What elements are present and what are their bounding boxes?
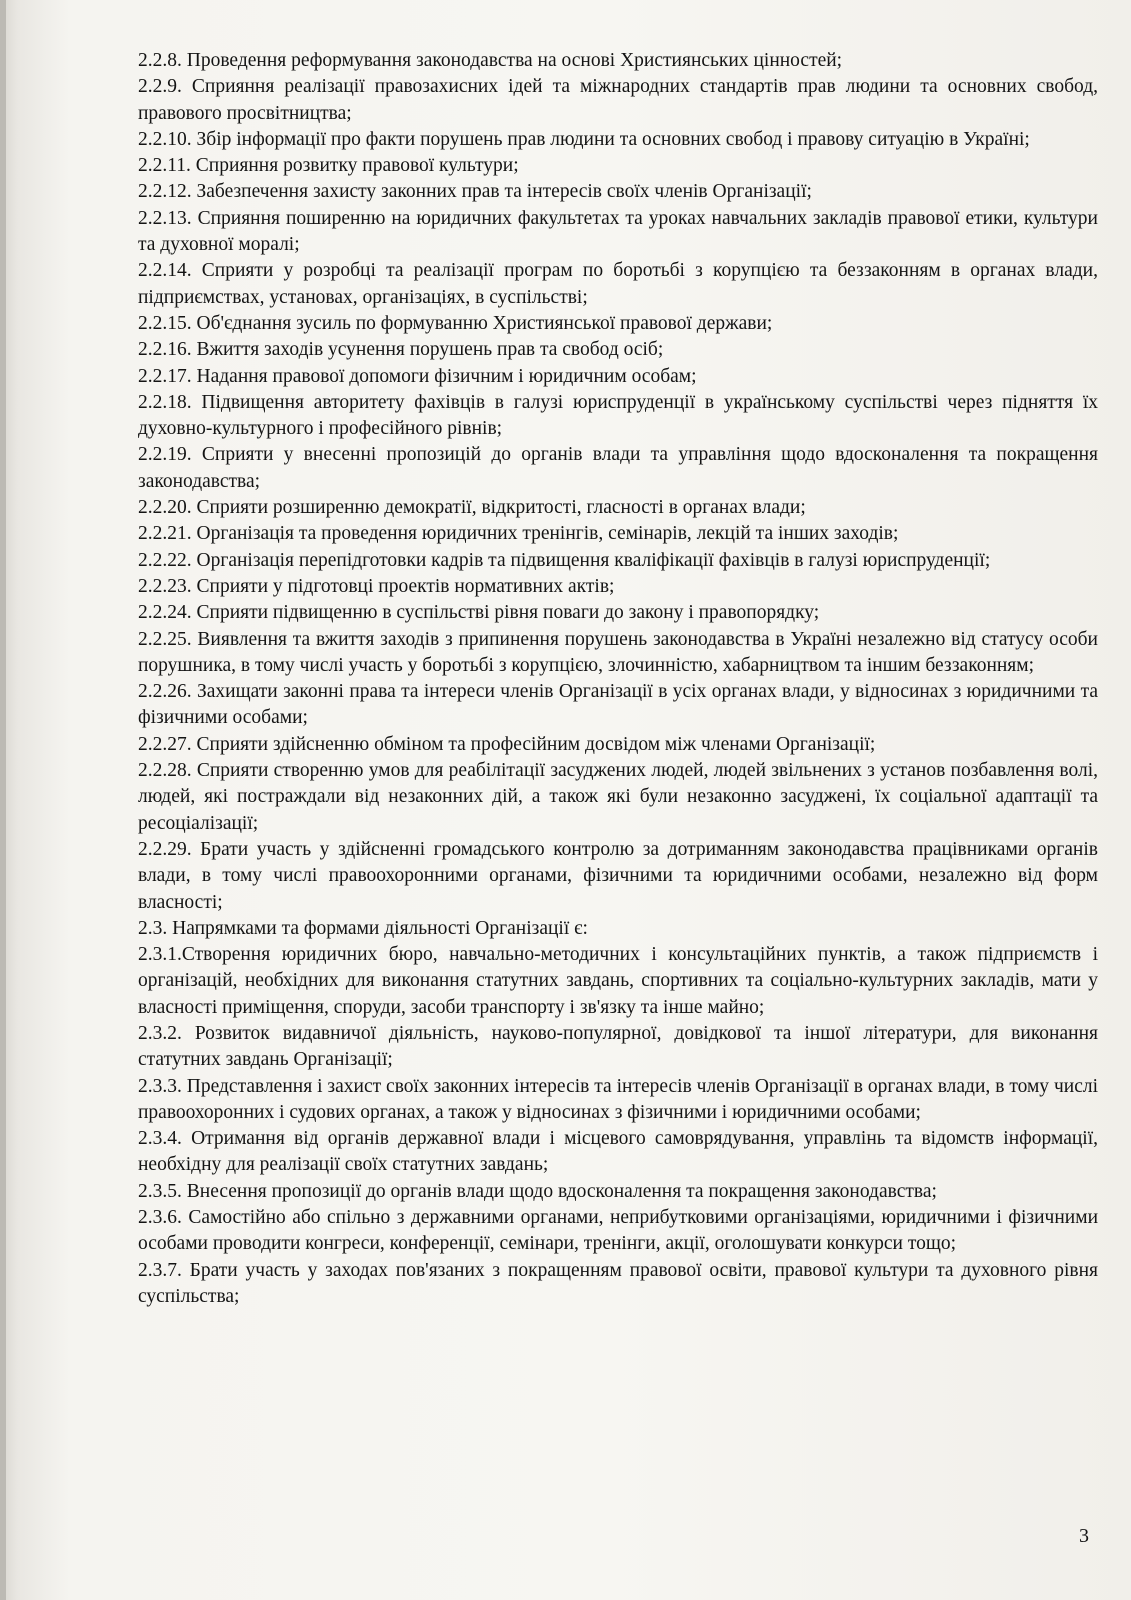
clause-2-3-heading: 2.3. Напрямками та формами діяльності Організації є:: [138, 917, 588, 939]
clause-2-2-19: 2.2.19. Сприяти у внесенні пропозицій до органів влади та управління щодо вдосконалення та покращення законодавства;: [138, 444, 1098, 492]
page-number: 3: [1079, 1525, 1089, 1547]
clause-2-2-8: 2.2.8. Проведення реформування законодавства на основі Християнських цінностей;: [138, 50, 843, 71]
clause-2-2-28: 2.2.28. Сприяти створенню умов для реабілітації засуджених людей, людей звільнених з установ позбавлення волі, людей, які постраждали від незаконних дій, а також які були незаконно засуджені, їх соціальної адаптації та ресоціалізації;: [138, 760, 1098, 834]
clause-2-2-25: 2.2.25. Виявлення та вжиття заходів з припинення порушень законодавства в Україні незалежно від статусу особи порушника, в тому числі участь у боротьбі з корупцією, злочинністю, хабарництвом та іншим беззаконням;: [138, 628, 1098, 676]
clause-2-3-2: 2.3.2. Розвиток видавничої діяльність, науково-популярної, довідкової та іншої літератури, для виконання статутних завдань Організації;: [138, 1022, 1098, 1071]
clause-2-3-3: 2.3.3. Представлення і захист своїх законних інтересів та інтересів членів Організації в органах влади, в тому числі правоохоронних і судових органах, а також у відносинах з фізичними і юридичними особами;: [138, 1075, 1098, 1123]
clause-2-2-14: 2.2.14. Сприяти у розробці та реалізації програм по боротьбі з корупцією та беззаконням в органах влади, підприємствах, установах, організаціях, в суспільстві;: [138, 260, 1098, 308]
clause-2-2-22: 2.2.22. Організація перепідготовки кадрів та підвищення кваліфікації фахівців в галузі юриспруденції;: [138, 549, 991, 571]
clause-2-2-10: 2.2.10. Збір інформації про факти порушень прав людини та основних свобод і правову ситуацію в Україні;: [138, 128, 1030, 150]
clause-2-2-16: 2.2.16. Вжиття заходів усунення порушень прав та свобод осіб;: [138, 339, 664, 361]
clause-2-3-5: 2.3.5. Внесення пропозиції до органів влади щодо вдосконалення та покращення законодавства;: [138, 1180, 937, 1202]
clause-2-2-12: 2.2.12. Забезпечення захисту законних прав та інтересів своїх членів Організації;: [138, 181, 812, 203]
clause-2-2-27: 2.2.27. Сприяти здійсненню обміном та професійним досвідом між членами Організації;: [138, 733, 876, 755]
clause-2-3-6: 2.3.6. Самостійно або спільно з державними органами, неприбутковими організаціями, юридичними і фізичними особами проводити конгреси, конференції, семінари, тренінги, акції, оголошувати конкурси тощо;: [138, 1207, 1098, 1255]
clause-2-2-29: 2.2.29. Брати участь у здійсненні громадського контролю за дотриманням законодавства працівниками органів влади, в тому числі правоохоронними органами, фізичними та юридичними особами, незалежно від форм власності;: [138, 838, 1098, 913]
clause-2-2-11: 2.2.11. Сприяння розвитку правової культури;: [138, 155, 519, 177]
clause-2-3-1: 2.3.1.Створення юридичних бюро, навчально-методичних і консультаційних пунктів, а також підприємств і організацій, необхідних для виконання статутних завдань, спортивних та соціально-культурних закладів, мати у власності приміщення, споруди, засоби транспорту і зв'язку та інше майно;: [138, 944, 1098, 1018]
clause-2-2-15: 2.2.15. Об'єднання зусиль по формуванню Християнської правової держави;: [138, 312, 773, 334]
clause-2-2-26: 2.2.26. Захищати законні права та інтереси членів Організації в усіх органах влади, у відносинах з юридичними та фізичними особами;: [138, 681, 1098, 729]
clause-2-2-24: 2.2.24. Сприяти підвищенню в суспільстві рівня поваги до закону і правопорядку;: [138, 602, 820, 624]
clause-2-2-23: 2.2.23. Сприяти у підготовці проектів нормативних актів;: [138, 575, 615, 597]
clause-2-2-17: 2.2.17. Надання правової допомоги фізичним і юридичним особам;: [138, 365, 697, 387]
clause-2-3-7: 2.3.7. Брати участь у заходах пов'язаних з покращенням правової освіти, правової культури та духовного рівня суспільства;: [138, 1259, 1098, 1307]
clause-2-2-9: 2.2.9. Сприяння реалізації правозахисних ідей та міжнародних стандартів прав людини та основних свобод, правового просвітництва;: [138, 76, 1098, 124]
clause-2-3-4: 2.3.4. Отримання від органів державної влади і місцевого самоврядування, управлінь та відомств інформації, необхідну для реалізації своїх статутних завдань;: [138, 1128, 1098, 1176]
document-body: [138, 48, 1098, 1310]
clause-2-2-20: 2.2.20. Сприяти розширенню демократії, відкритості, гласності в органах влади;: [138, 497, 806, 519]
clause-2-2-13: 2.2.13. Сприяння поширенню на юридичних факультетах та уроках навчальних закладів правової етики, культури та духовної моралі;: [138, 207, 1098, 256]
clause-2-2-21: 2.2.21. Організація та проведення юридичних тренінгів, семінарів, лекцій та інших заходів;: [138, 523, 899, 545]
clause-2-2-18: 2.2.18. Підвищення авторитету фахівців в галузі юриспруденції в українському суспільстві через підняття їх духовно-культурного і професійного рівнів;: [138, 391, 1098, 440]
